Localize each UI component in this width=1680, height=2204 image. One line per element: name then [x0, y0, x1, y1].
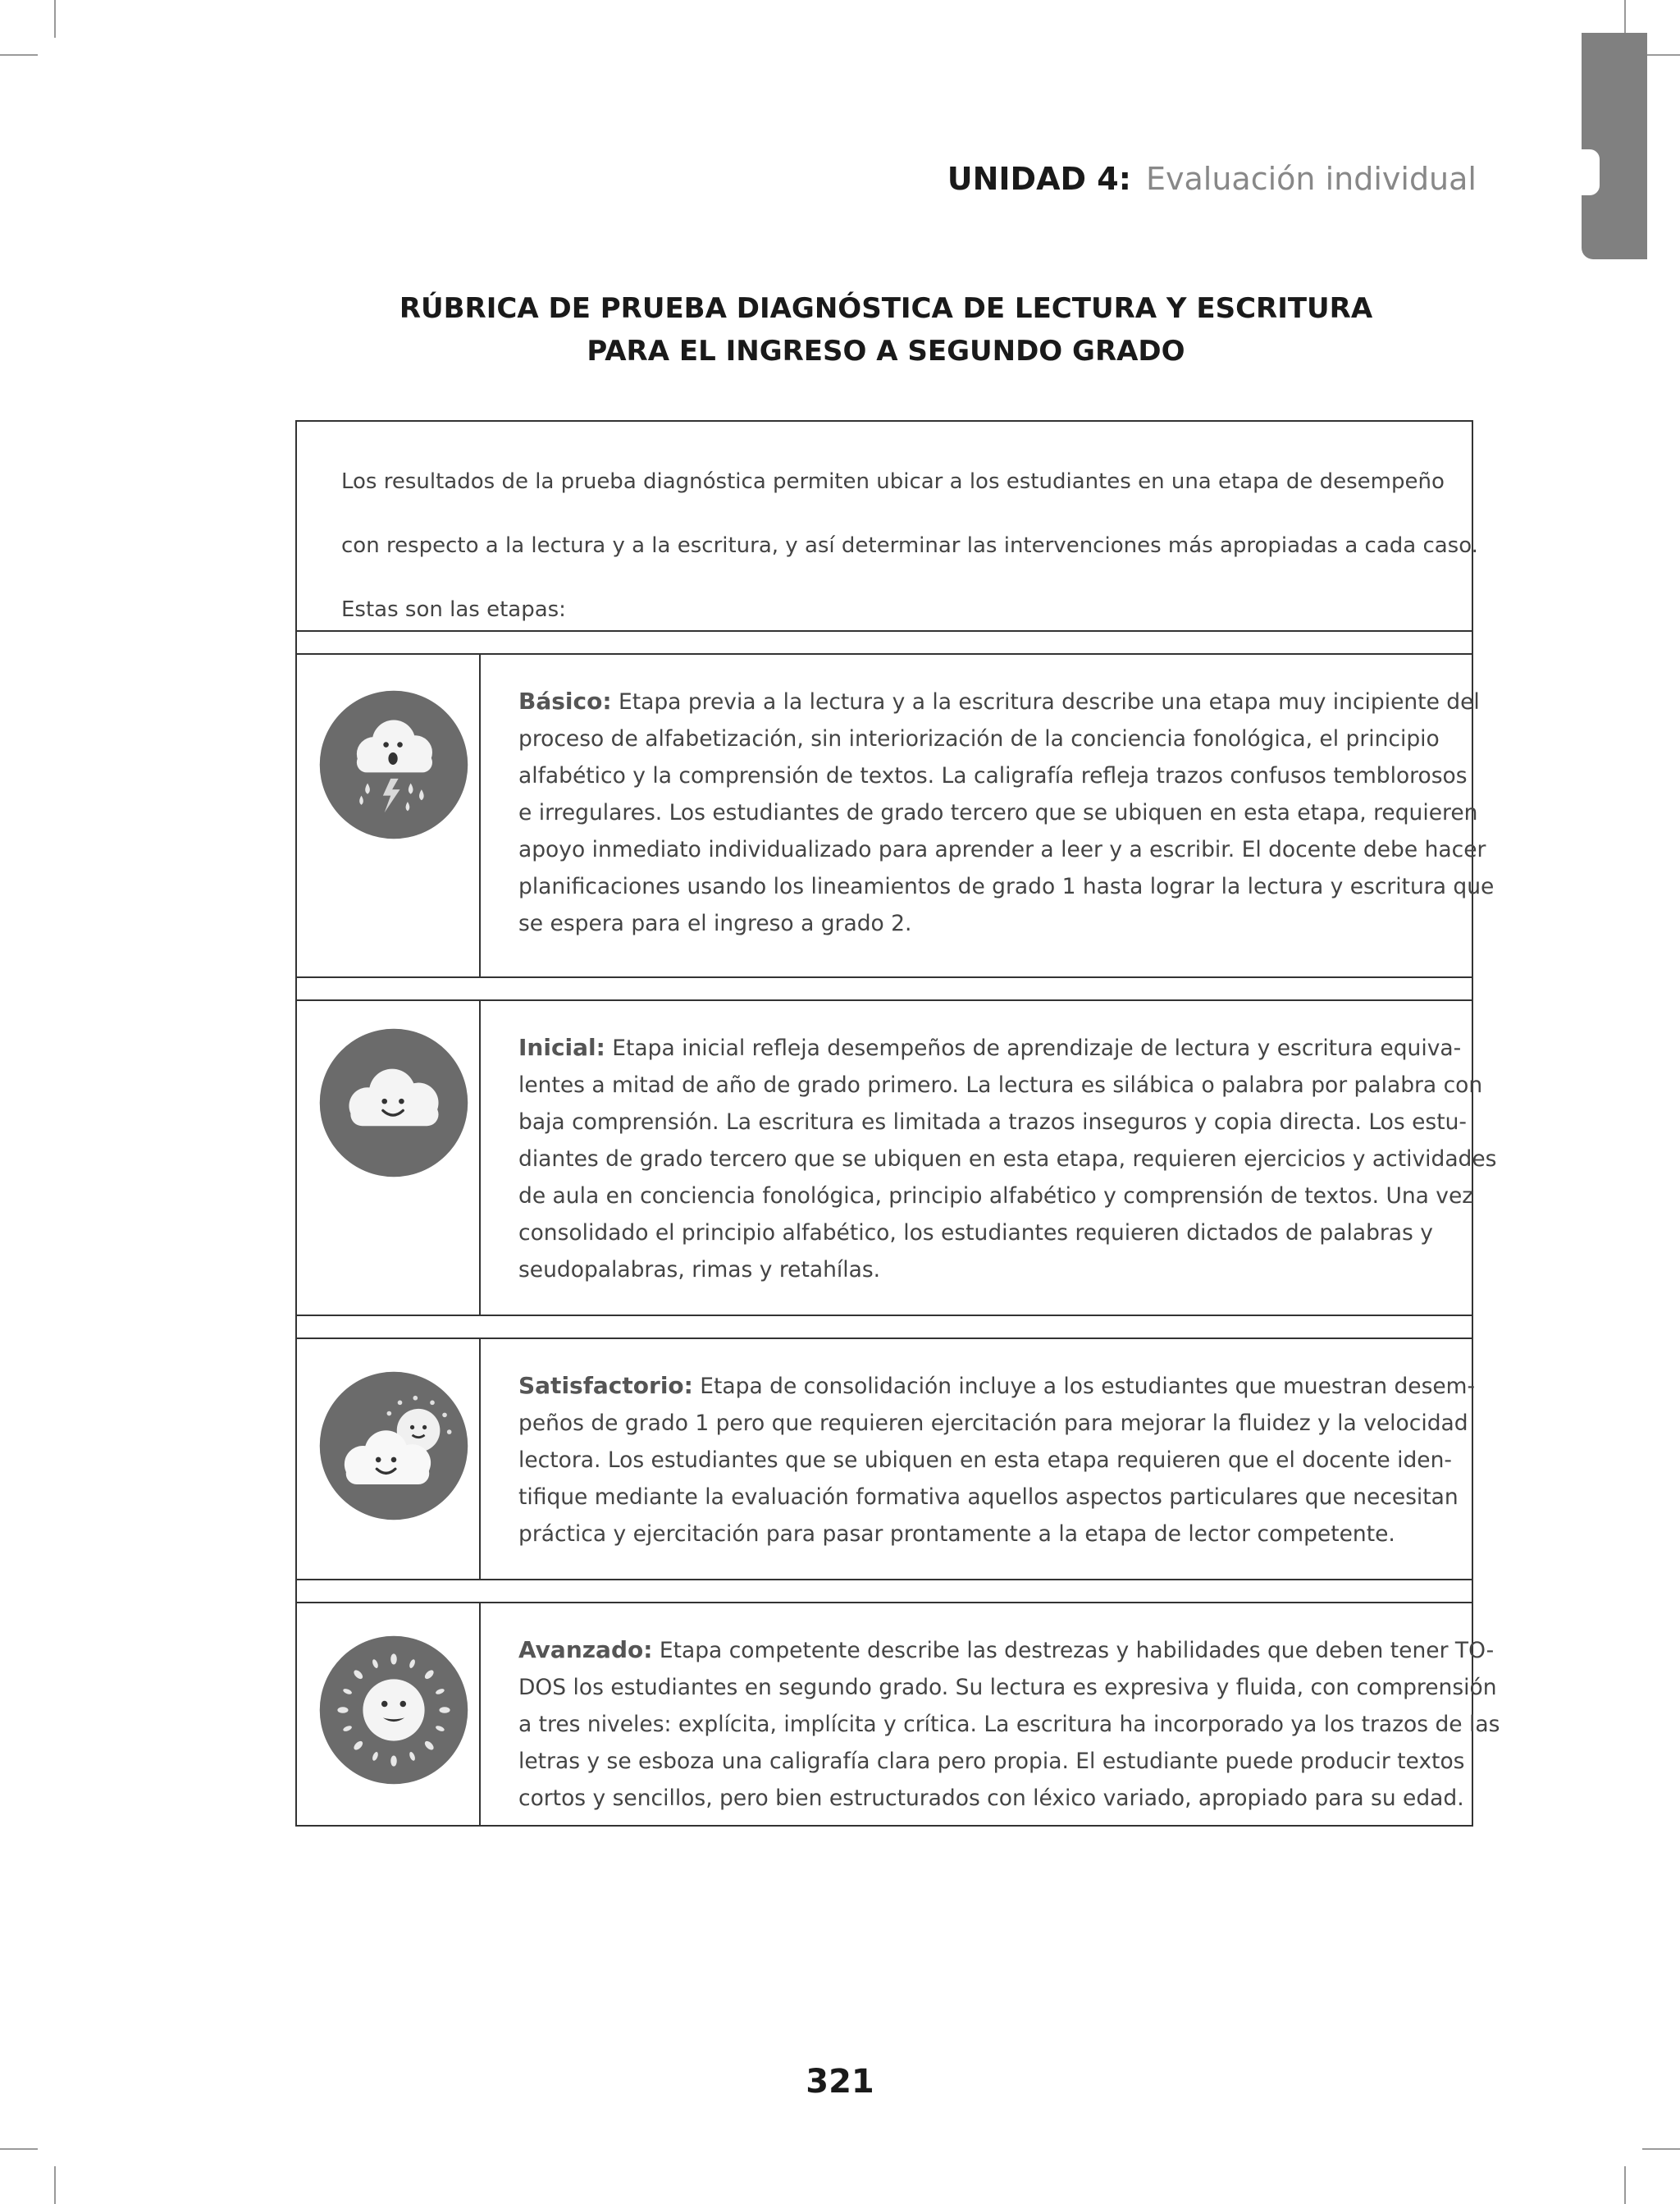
stage-line: consolidado el principio alfabético, los estudiantes requieren dictados de palabras y [518, 1220, 1433, 1246]
stage-line: apoyo inmediato individualizado para aprender a leer y a escribir. El docente debe hacer [518, 837, 1486, 862]
stage-line: letras y se esboza una caligrafía clara pero propia. El estudiante puede producir textos [518, 1749, 1465, 1774]
stage-satisfactorio [297, 1339, 1476, 1580]
stage-description [518, 1029, 1497, 1288]
stage-description [518, 683, 1495, 942]
stage-line: práctica y ejercitación para pasar prontamente a la etapa de lector competente. [518, 1521, 1395, 1547]
stage-description [518, 1631, 1500, 1817]
storm-cloud-icon [317, 688, 471, 842]
stage-line: a tres niveles: explícita, implícita y crítica. La escritura ha incorporado ya los trazos de las [518, 1712, 1500, 1737]
crop-mark [54, 0, 56, 38]
intro-line: con respecto a la lectura y a la escritura, y así determinar las intervenciones más apropiadas a cada caso. [341, 533, 1478, 558]
row-separator [297, 978, 1472, 1001]
document-title [0, 287, 1680, 373]
row-separator [297, 1580, 1472, 1603]
page-number: 321 [806, 2063, 874, 2101]
stage-line: peños de grado 1 pero que requieren ejercitación para mejorar la fluidez y la velocidad [518, 1411, 1468, 1436]
rubric-table [295, 420, 1500, 1827]
stage-line: baja comprensión. La escritura es limitada a trazos inseguros y copia directa. Los estu- [518, 1109, 1467, 1135]
stage-line: planificaciones usando los lineamientos de grado 1 hasta lograr la lectura y escritura que [518, 874, 1495, 899]
stage-line: alfabético y la comprensión de textos. La caligrafía refleja trazos confusos temblorosos [518, 763, 1468, 789]
stage-line: DOS los estudiantes en segundo grado. Su lectura es expresiva y fluida, con comprensión [518, 1675, 1497, 1700]
cloud-icon [317, 1026, 471, 1180]
stage-line: de aula en conciencia fonológica, principio alfabético y comprensión de textos. Una vez [518, 1183, 1474, 1209]
stage-line [518, 1367, 1476, 1405]
crop-mark [1642, 2148, 1680, 2150]
stage-line: lentes a mitad de año de grado primero. La lectura es silábica o palabra por palabra con [518, 1072, 1483, 1098]
stage-line: cortos y sencillos, pero bien estructurados con léxico variado, apropiado para su edad. [518, 1786, 1464, 1811]
unit-title: Evaluación individual [1146, 161, 1477, 197]
document-title-line-2: PARA EL INGRESO A SEGUNDO GRADO [587, 335, 1185, 368]
stage-name: Básico: [518, 688, 612, 715]
stage-icon-cell [297, 1339, 481, 1579]
row-separator [297, 1316, 1472, 1339]
sun-behind-cloud-icon [317, 1369, 471, 1523]
stage-avanzado [297, 1603, 1500, 1827]
stage-line [518, 1029, 1462, 1067]
stage-line: tifique mediante la evaluación formativa aquellos aspectos particulares que necesitan [518, 1484, 1459, 1510]
unit-header [947, 161, 1477, 197]
stage-line: diantes de grado tercero que se ubiquen en esta etapa, requieren ejercicios y actividades [518, 1146, 1497, 1172]
stage-line: se espera para el ingreso a grado 2. [518, 911, 912, 936]
stage-name: Satisfactorio: [518, 1372, 693, 1399]
stage-name: Inicial: [518, 1034, 605, 1061]
crop-mark [54, 2166, 56, 2204]
stage-icon-cell [297, 1603, 481, 1827]
stage-line-text: Etapa inicial refleja desempeños de aprendizaje de lectura y escritura equiva- [612, 1036, 1462, 1061]
crop-mark [1624, 2166, 1626, 2204]
stage-icon-cell [297, 655, 481, 976]
crop-mark [0, 2148, 38, 2150]
stage-line [518, 1631, 1495, 1669]
stage-line: lectora. Los estudiantes que se ubiquen en esta etapa requieren que el docente iden- [518, 1447, 1452, 1473]
intro-line: Estas son las etapas: [341, 597, 566, 622]
stage-line-text: Etapa de consolidación incluye a los estudiantes que muestran desem- [700, 1374, 1476, 1399]
stage-inicial [297, 1001, 1497, 1316]
section-tab [1582, 33, 1647, 259]
unit-label: UNIDAD 4: [947, 161, 1131, 197]
stage-name: Avanzado: [518, 1636, 653, 1663]
intro-box [297, 422, 1478, 632]
row-separator [297, 632, 1472, 655]
stage-description [518, 1367, 1476, 1552]
stage-line-text: Etapa previa a la lectura y a la escritura describe una etapa muy incipiente del [618, 689, 1480, 715]
stage-line: seudopalabras, rimas y retahílas. [518, 1257, 881, 1283]
section-tab-notch [1582, 149, 1600, 195]
intro-line: Los resultados de la prueba diagnóstica permiten ubicar a los estudiantes en una etapa de desempeño [341, 469, 1445, 494]
stage-basico [297, 655, 1495, 978]
stage-line [518, 683, 1480, 720]
sun-icon [317, 1633, 471, 1787]
stage-line: proceso de alfabetización, sin interiorización de la conciencia fonológica, el principio [518, 726, 1440, 752]
crop-mark [0, 54, 38, 56]
document-title-line-1: RÚBRICA DE PRUEBA DIAGNÓSTICA DE LECTURA Y ESCRITURA [399, 292, 1373, 325]
stage-line: e irregulares. Los estudiantes de grado tercero que se ubiquen en esta etapa, requieren [518, 800, 1478, 825]
stage-icon-cell [297, 1001, 481, 1315]
stage-line-text: Etapa competente describe las destrezas y habilidades que deben tener TO- [659, 1638, 1495, 1663]
crop-mark [1642, 54, 1680, 56]
